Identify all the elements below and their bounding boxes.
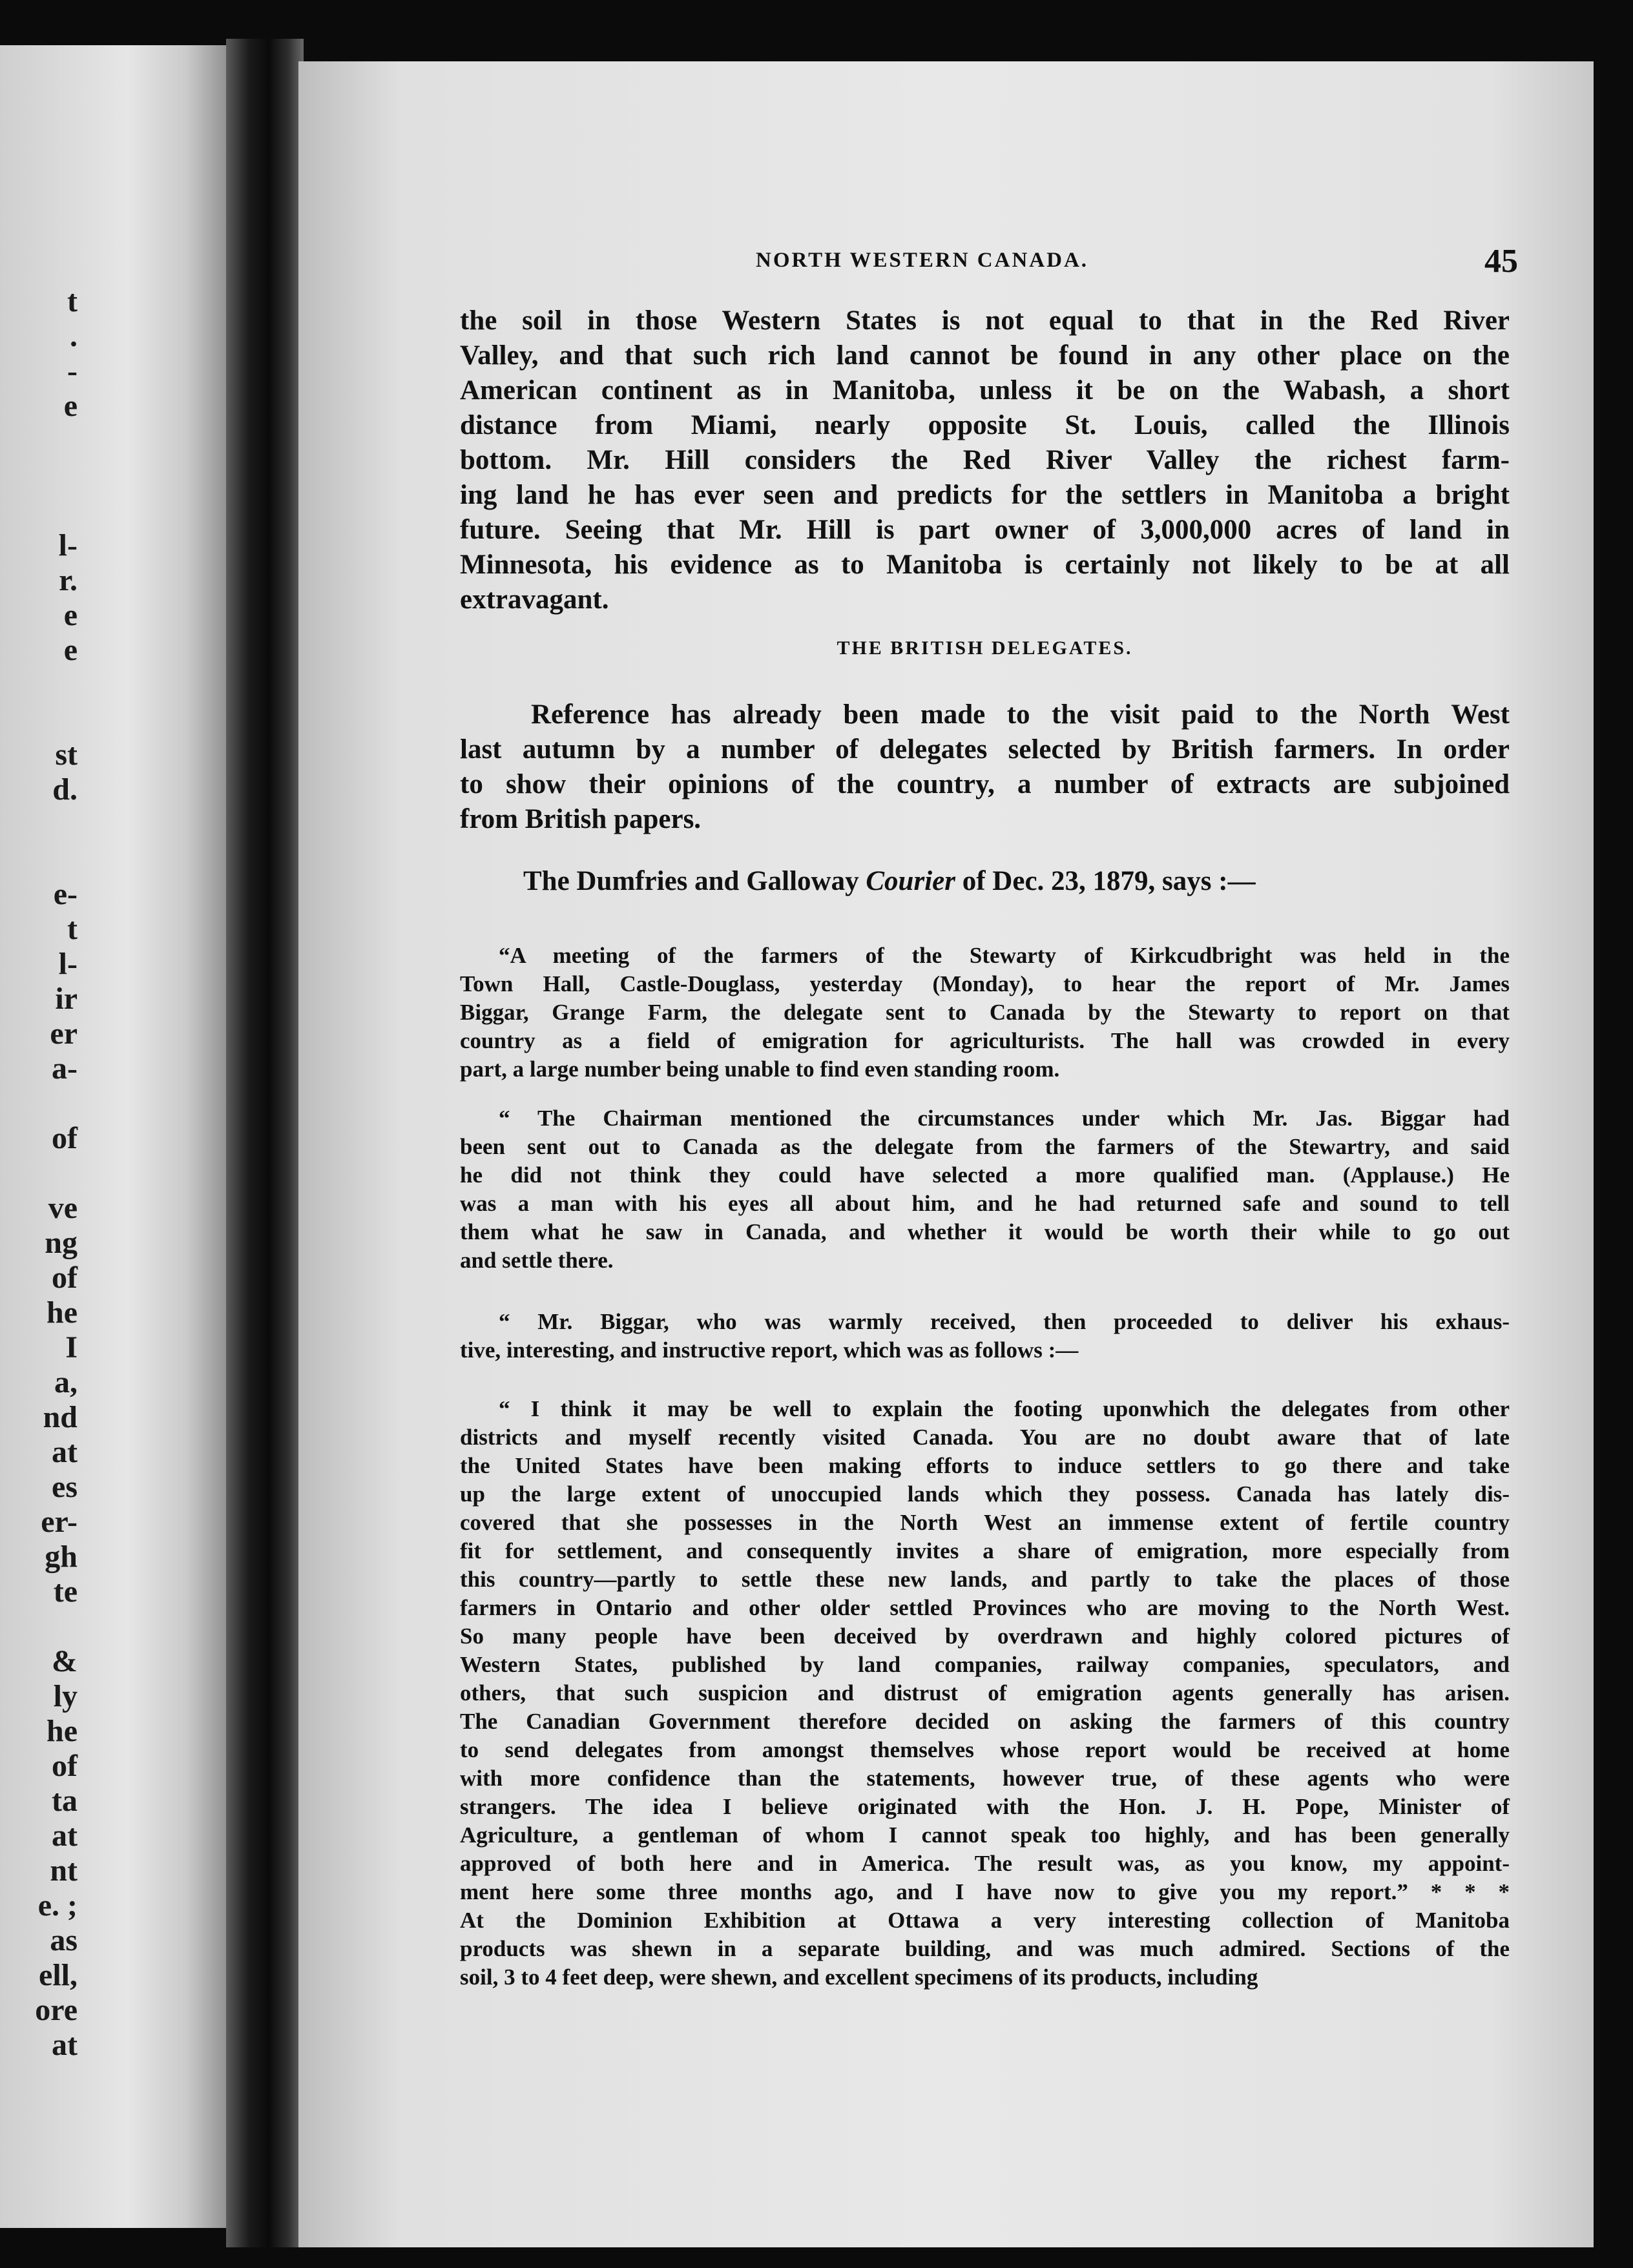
margin-fragment: st (55, 737, 78, 772)
quote-report-line: to send delegates from amongst themselves whose report would be received at home (460, 1737, 1510, 1762)
quote-report-line: this country—partly to settle these new lands, and partly to take the places of those (460, 1567, 1510, 1592)
quote-report-line: covered that she possesses in the North West an immense extent of fertile country (460, 1510, 1510, 1535)
quote-meeting-line: part, a large number being unable to find even standing room. (460, 1057, 1060, 1082)
margin-fragment: t (67, 284, 78, 318)
margin-fragment: at (52, 2028, 78, 2062)
courier-intro-before: The Dumfries and Galloway (523, 866, 866, 896)
intro-paragraph-line: the soil in those Western States is not equal to that in the Red River (460, 305, 1510, 336)
margin-fragment: ir (55, 982, 78, 1016)
book-gutter (226, 39, 304, 2247)
margin-fragment (0, 1156, 78, 1191)
reference-paragraph (460, 697, 1510, 837)
facing-page-margin-text (0, 284, 78, 2063)
quote-report-line: products was shewn in a separate building, and was much admired. Sections of the (460, 1936, 1510, 1961)
margin-fragment: e (63, 389, 78, 423)
margin-fragment: & (52, 1644, 78, 1678)
reference-paragraph-line: to show their opinions of the country, a number of extracts are subjoined (460, 769, 1510, 799)
margin-fragment: at (52, 1435, 78, 1469)
margin-fragment: I (65, 1330, 78, 1365)
margin-fragment (0, 424, 78, 459)
margin-fragment (0, 668, 78, 703)
margin-fragment (0, 1086, 78, 1121)
margin-fragment: d. (52, 772, 78, 807)
quote-report-line: soil, 3 to 4 feet deep, were shewn, and excellent specimens of its products, including (460, 1964, 1258, 1990)
margin-fragment: ell, (39, 1958, 78, 1992)
margin-fragment (0, 807, 78, 842)
margin-fragment: t (67, 912, 78, 946)
quote-chairman-line: them what he saw in Canada, and whether it would be worth their while to go out (460, 1219, 1510, 1244)
running-header-title: NORTH WESTERN CANADA. (756, 249, 1089, 272)
quote-report-line: Agriculture, a gentleman of whom I cannot speak too highly, and has been generally (460, 1822, 1510, 1848)
quote-report (460, 1395, 1510, 1992)
quote-meeting (460, 942, 1510, 1084)
quote-meeting-line: country as a field of emigration for agriculturists. The hall was crowded in every (460, 1028, 1510, 1053)
quote-meeting-line: Biggar, Grange Farm, the delegate sent to Canada by the Stewarty to report on that (460, 1000, 1510, 1025)
margin-fragment: e. ; (37, 1888, 78, 1923)
reference-paragraph-line: last autumn by a number of delegates selected by British farmers. In order (460, 734, 1510, 765)
margin-fragment: of (52, 1749, 78, 1783)
margin-fragment: a, (54, 1365, 78, 1399)
quote-report-line: up the large extent of unoccupied lands which they possess. Canada has lately dis- (460, 1481, 1510, 1507)
quote-biggar-intro-line: “ Mr. Biggar, who was warmly received, then proceeded to deliver his exhaus- (499, 1309, 1510, 1334)
margin-fragment: of (52, 1121, 78, 1155)
quote-chairman-line: was a man with his eyes all about him, and he had returned safe and sound to tell (460, 1191, 1510, 1216)
quote-biggar-intro (460, 1308, 1510, 1365)
quote-chairman (460, 1104, 1510, 1275)
margin-fragment: ng (45, 1226, 78, 1260)
margin-fragment (0, 1609, 78, 1644)
quote-report-line: “ I think it may be well to explain the footing uponwhich the delegates from other (499, 1396, 1510, 1421)
quote-chairman-line: and settle there. (460, 1248, 614, 1273)
quote-report-line: The Canadian Government therefore decided on asking the farmers of this country (460, 1709, 1510, 1734)
margin-fragment: a- (52, 1051, 78, 1086)
quote-report-line: So many people have been deceived by overdrawn and highly colored pictures of (460, 1624, 1510, 1649)
margin-fragment: r. (59, 563, 78, 597)
margin-fragment: ore (35, 1993, 78, 2027)
quote-report-line: strangers. The idea I believe originated with the Hon. J. H. Pope, Minister of (460, 1794, 1510, 1819)
margin-fragment: e (63, 633, 78, 667)
margin-fragment: of (52, 1261, 78, 1295)
intro-paragraph-line: distance from Miami, nearly opposite St. Louis, called the Illinois (460, 410, 1510, 440)
margin-fragment: ly (53, 1679, 78, 1713)
margin-fragment: gh (45, 1540, 78, 1574)
margin-fragment: l- (58, 947, 78, 981)
margin-fragment: . (70, 319, 78, 353)
margin-fragment: e (63, 598, 78, 632)
quote-chairman-line: been sent out to Canada as the delegate from the farmers of the Stewartry, and said (460, 1134, 1510, 1159)
margin-fragment (0, 459, 78, 493)
margin-fragment: he (47, 1295, 78, 1330)
quote-report-line: approved of both here and in America. The result was, as you know, my appoint- (460, 1851, 1510, 1876)
quote-report-line: with more confidence than the statements, however true, of these agents who were (460, 1766, 1510, 1791)
courier-intro-italic: Courier (866, 866, 955, 896)
quote-report-line: districts and myself recently visited Canada. You are no doubt aware that of late (460, 1425, 1510, 1450)
intro-paragraph-line: future. Seeing that Mr. Hill is part owner of 3,000,000 acres of land in (460, 515, 1510, 545)
page-number: 45 (1484, 243, 1518, 280)
margin-fragment: er- (41, 1505, 78, 1539)
margin-fragment: as (50, 1923, 78, 1957)
margin-fragment: er (50, 1016, 78, 1051)
margin-fragment: - (67, 354, 78, 388)
margin-fragment: l- (58, 528, 78, 562)
reference-paragraph-line: from British papers. (460, 804, 702, 834)
quote-report-line: others, that such suspicion and distrust of emigration agents generally has arisen. (460, 1680, 1510, 1706)
quote-report-line: farmers in Ontario and other older settled Provinces who are moving to the North West. (460, 1595, 1510, 1620)
section-heading: THE BRITISH DELEGATES. (837, 637, 1133, 659)
quote-report-line: At the Dominion Exhibition at Ottawa a very interesting collection of Manitoba (460, 1908, 1510, 1933)
intro-paragraph-line: bottom. Mr. Hill considers the Red River Valley the richest farm- (460, 445, 1510, 475)
quote-meeting-line: “A meeting of the farmers of the Stewarty of Kirkcudbright was held in the (499, 943, 1510, 968)
margin-fragment (0, 703, 78, 737)
quote-report-line: Western States, published by land companies, railway companies, speculators, and (460, 1652, 1510, 1677)
quote-report-line: fit for settlement, and consequently invites a share of emigration, more especially from (460, 1538, 1510, 1563)
courier-intro-line (523, 865, 1492, 897)
intro-paragraph-line: American continent as in Manitoba, unless it be on the Wabash, a short (460, 375, 1510, 406)
margin-fragment: te (53, 1574, 78, 1609)
intro-paragraph-line: ing land he has ever seen and predicts for the settlers in Manitoba a bright (460, 480, 1510, 510)
margin-fragment: ve (48, 1191, 78, 1225)
intro-paragraph-line: extravagant. (460, 584, 609, 615)
margin-fragment: at (52, 1819, 78, 1853)
intro-paragraph-line: Minnesota, his evidence as to Manitoba is certainly not likely to be at all (460, 550, 1510, 580)
courier-intro-after: of Dec. 23, 1879, says :— (955, 866, 1256, 896)
quote-report-line: ment here some three months ago, and I have now to give you my report.” * * * (460, 1879, 1510, 1904)
margin-fragment: nd (43, 1400, 78, 1434)
quote-biggar-intro-line: tive, interesting, and instructive report, which was as follows :— (460, 1337, 1079, 1363)
margin-fragment: he (47, 1714, 78, 1748)
margin-fragment (0, 842, 78, 877)
margin-fragment: e- (53, 877, 78, 911)
margin-fragment: es (52, 1470, 78, 1504)
quote-meeting-line: Town Hall, Castle-Douglass, yesterday (Monday), to hear the report of Mr. James (460, 971, 1510, 996)
quote-report-line: the United States have been making efforts to induce settlers to go there and take (460, 1453, 1510, 1478)
margin-fragment: nt (50, 1853, 78, 1888)
intro-paragraph-line: Valley, and that such rich land cannot be found in any other place on the (460, 340, 1510, 371)
margin-fragment: ta (52, 1784, 78, 1818)
reference-paragraph-line: Reference has already been made to the visit paid to the North West (531, 699, 1510, 730)
quote-chairman-line: he did not think they could have selected a more qualified man. (Applause.) He (460, 1162, 1510, 1188)
intro-paragraph (460, 304, 1510, 617)
quote-chairman-line: “ The Chairman mentioned the circumstances under which Mr. Jas. Biggar had (499, 1106, 1510, 1131)
margin-fragment (0, 493, 78, 528)
